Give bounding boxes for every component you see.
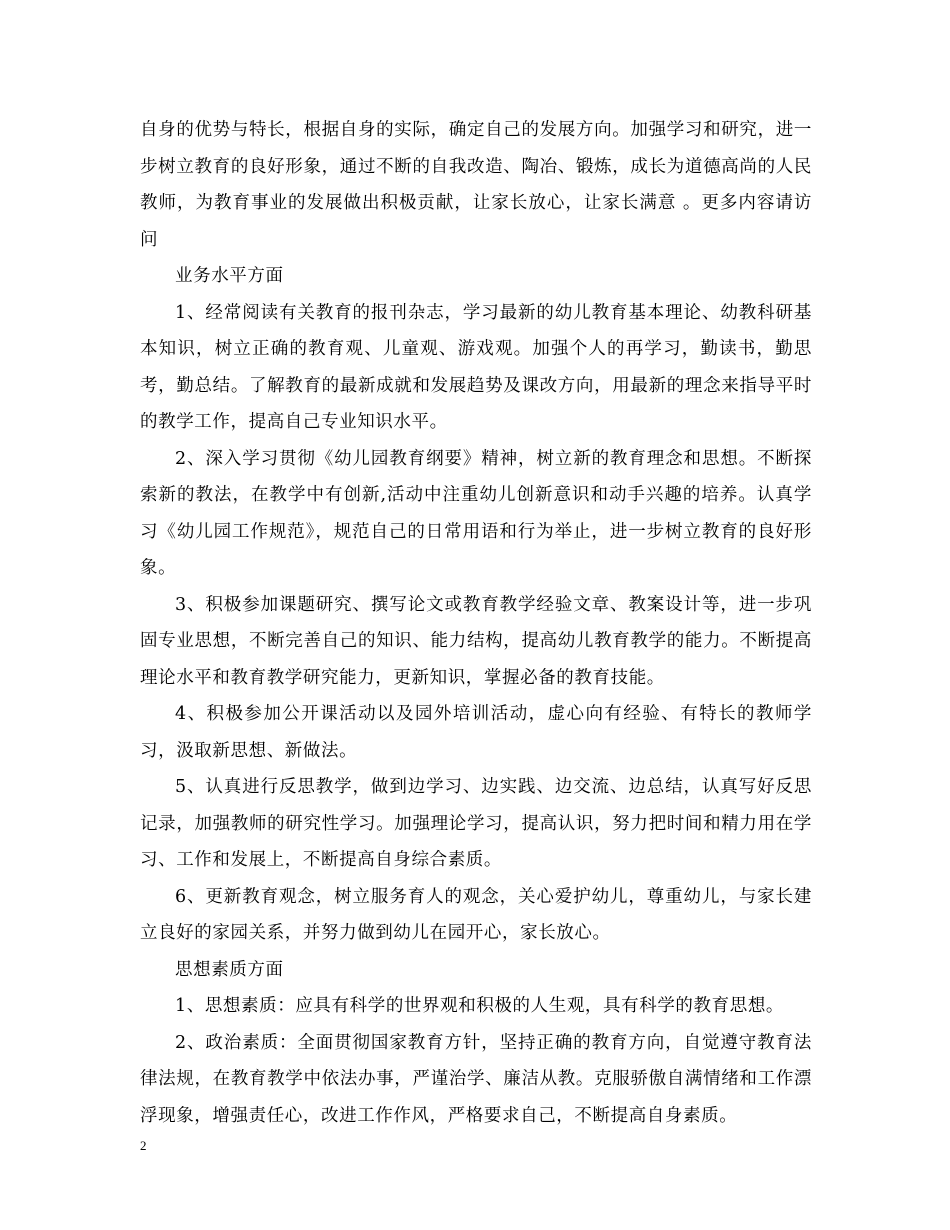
paragraph-ideology-1: 1、思想素质：应具有科学的世界观和积极的人生观，具有科学的教育思想。 [175,996,785,1016]
paragraph-item-4: 4、积极参加公开课活动以及园外培训活动，虚心向有经验、有特长的教师学习，汲取新思想、新做法。 [140,704,812,761]
section-heading-ideological-quality: 思想素质方面 [175,959,284,980]
page-number: 2 [140,1138,147,1153]
paragraph-ideology-2: 2、政治素质：全面贯彻国家教育方针，坚持正确的教育方向，自觉遵守教育法律法规，在教育教学中依法办事，严谨治学、廉洁从教。克服骄傲自满情绪和工作漂浮现象，增强责任心，改进工作作风，严格要求自己，不断提高自身素质。 [140,1032,812,1126]
document-body [140,112,812,1134]
paragraph-item-3: 3、积极参加课题研究、撰写论文或教育教学经验文章、教案设计等，进一步巩固专业思想，不断完善自己的知识、能力结构，提高幼儿教育教学的能力。不断提高理论水平和教育教学研究能力，更新知识，掌握必备的教育技能。 [140,594,812,688]
paragraph-item-5: 5、认真进行反思教学，做到边学习、边实践、边交流、边总结，认真写好反思记录，加强教师的研究性学习。加强理论学习，提高认识，努力把时间和精力用在学习、工作和发展上，不断提高自身综合素质。 [140,777,812,870]
paragraph-intro: 自身的优势与特长，根据自身的实际，确定自己的发展方向。加强学习和研究，进一步树立教育的良好形象，通过不断的自我改造、陶冶、锻炼，成长为道德高尚的人民教师，为教育事业的发展做出积极贡献，让家长放心，让家长满意 。更多内容请访问 [140,120,812,250]
paragraph-item-1: 1、经常阅读有关教育的报刊杂志，学习最新的幼儿教育基本理论、幼教科研基本知识，树立正确的教育观、儿童观、游戏观。加强个人的再学习，勤读书，勤思考，勤总结。了解教育的最新成就和发展趋势及课改方向，用最新的理念来指导平时的教学工作，提高自己专业知识水平。 [140,302,812,432]
section-heading-professional-level: 业务水平方面 [175,266,284,286]
paragraph-item-2: 2、深入学习贯彻《幼儿园教育纲要》精神，树立新的教育理念和思想。不断探索新的教法，在教学中有创新,活动中注重幼儿创新意识和动手兴趣的培养。认真学习《幼儿园工作规范》，规范自己的日常用语和行为举止，进一步树立教育的良好形象。 [140,448,812,578]
paragraph-item-6: 6、更新教育观念，树立服务育人的观念，关心爱护幼儿，尊重幼儿，与家长建立良好的家园关系，并努力做到幼儿在园开心，家长放心。 [140,886,812,943]
